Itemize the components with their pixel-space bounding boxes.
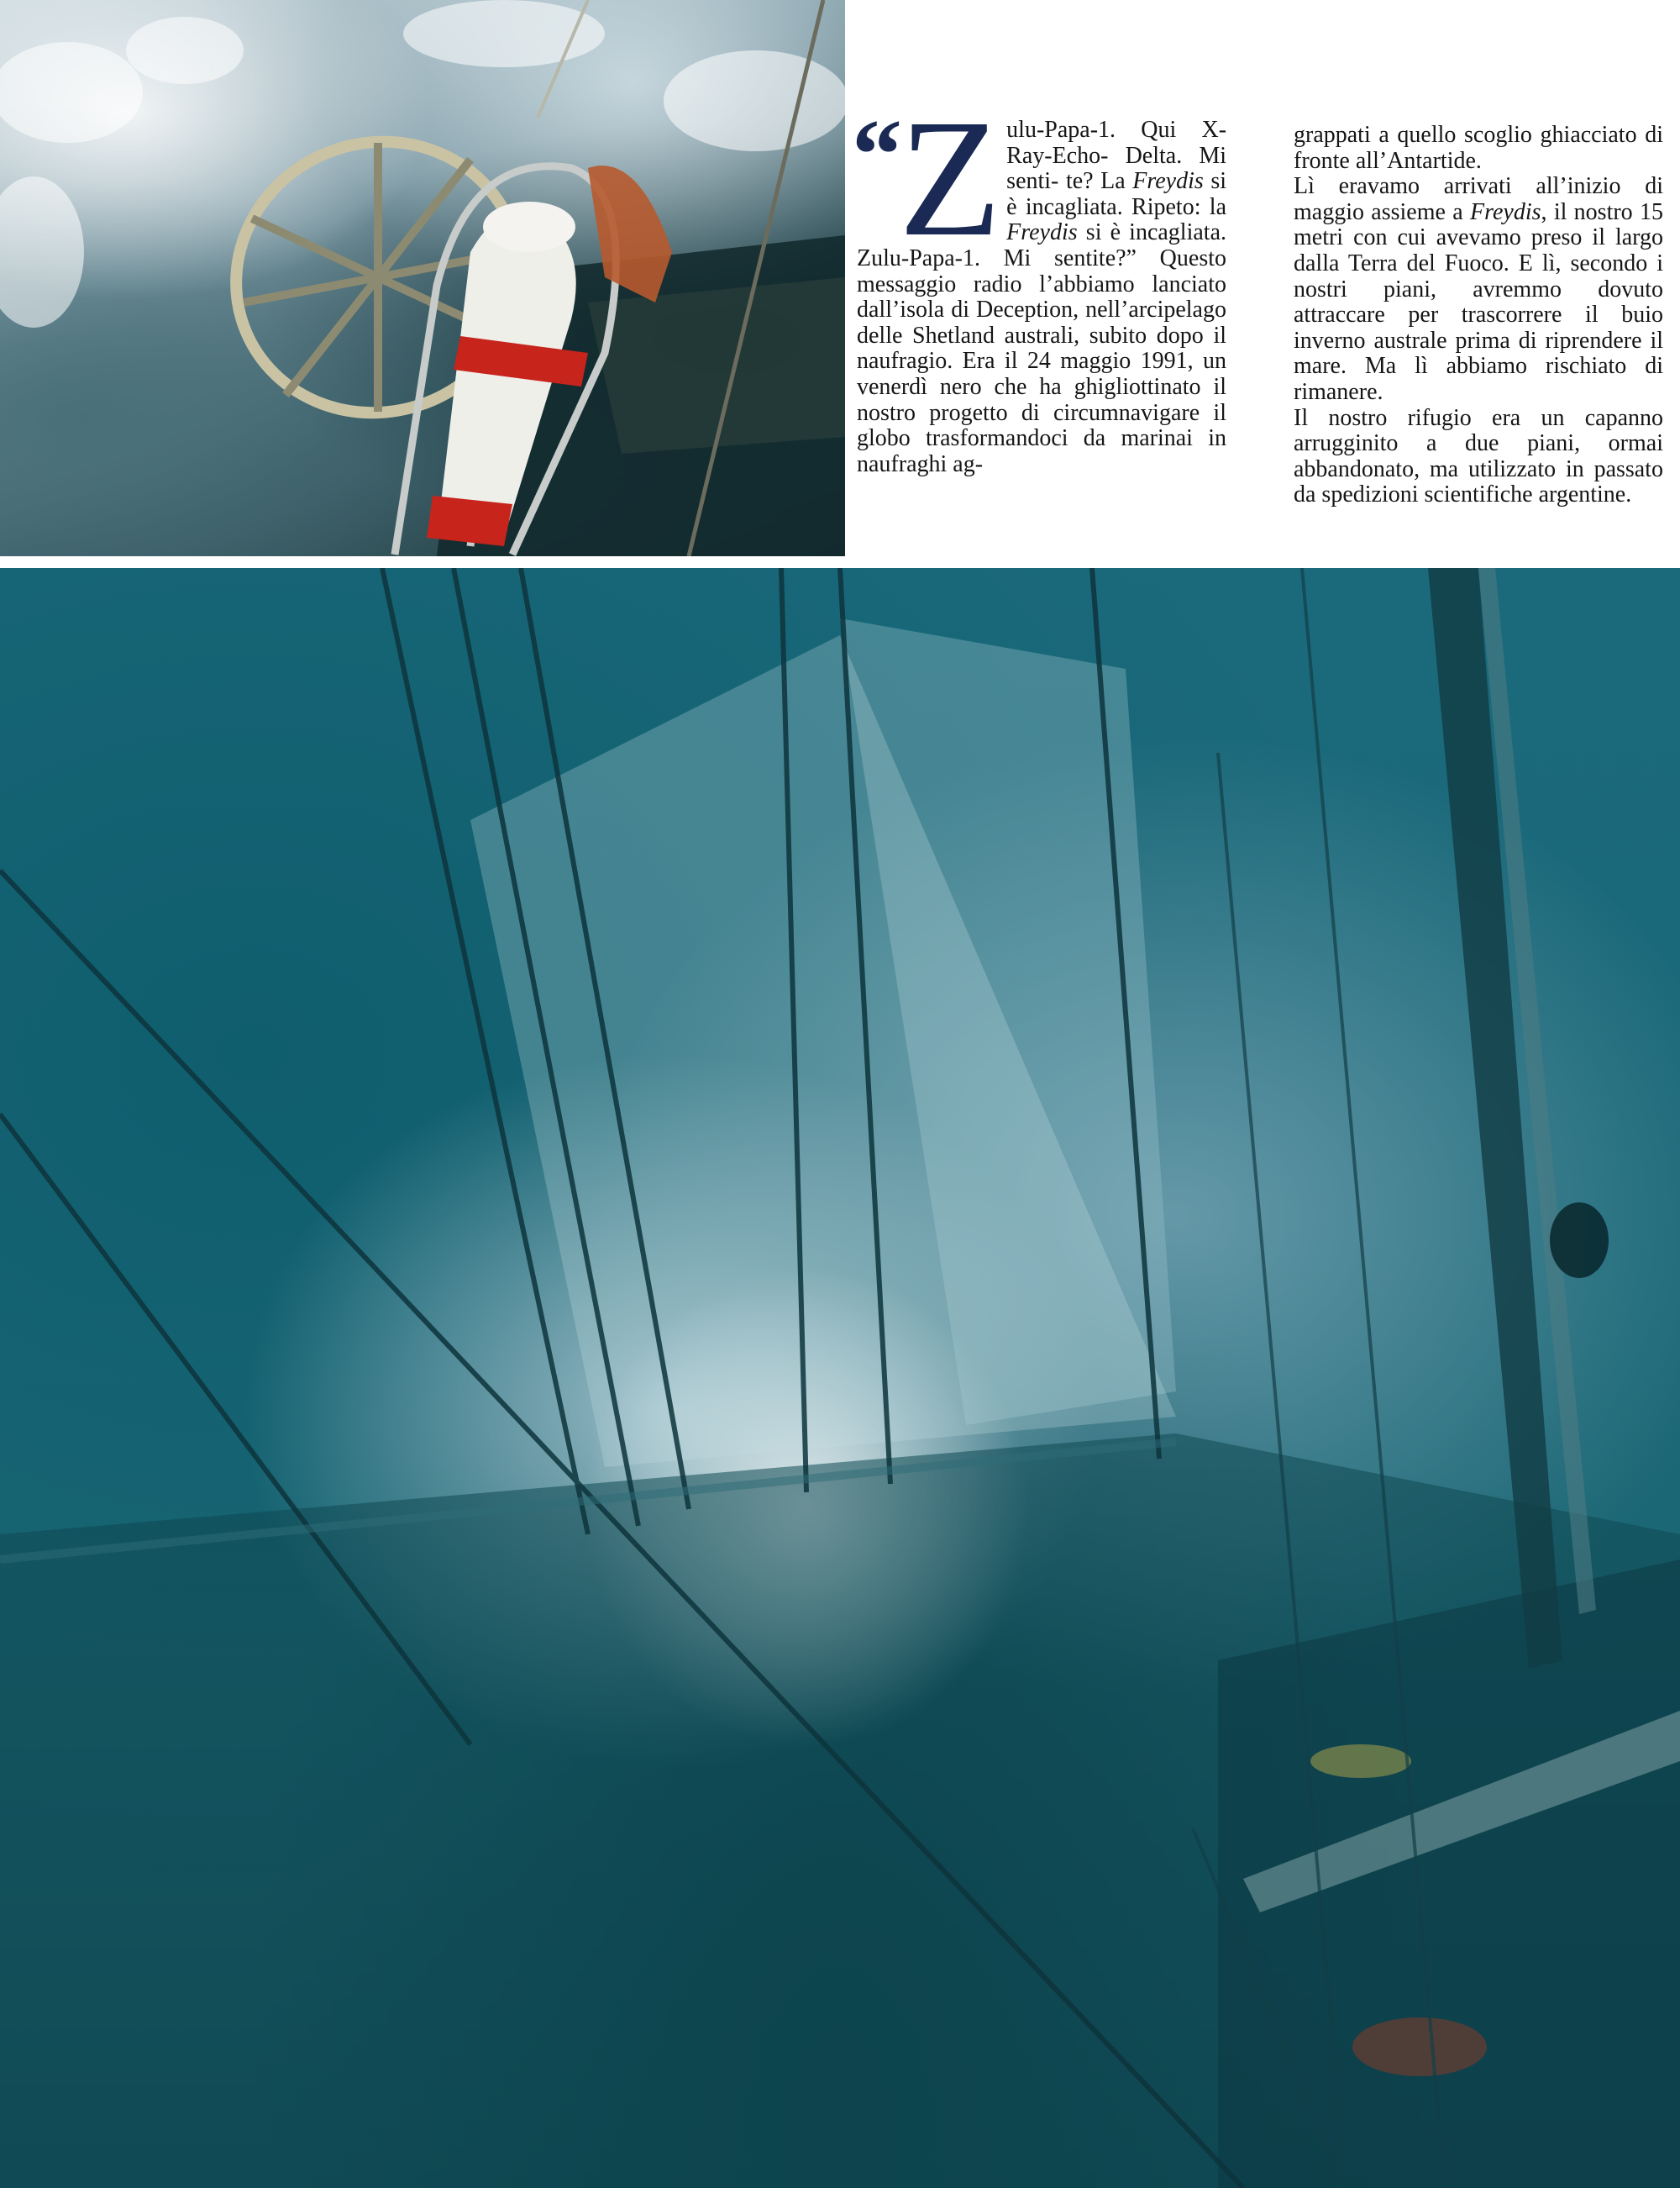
photo-sails-rigging — [0, 568, 1680, 2188]
paragraph-continued: grappati a quello scoglio ghiacciato di fronte all’Antartide. — [1294, 122, 1663, 174]
article-text — [852, 86, 1663, 555]
wheel-lifebuoy-illustration — [0, 0, 845, 556]
drop-cap-quote: “ — [852, 98, 899, 210]
paragraph-opening: ulu-Papa-1. Qui X-Ray-Echo- Delta. Mi senti- te? La Freydis si è incagliata. Ripeto: la Freydis si è incagliata. Zulu-Papa-1. Mi sentite?” Questo messaggio radio l’abbiamo lanciato dall’isola di Deception, nell’arcipelago delle Shetland australi, subito dopo il naufragio. Era il 24 maggio 1991, un venerdì nero che ha ghigliottinato il nostro progetto di circumnavigare il globo trasformandoci da marinai in naufraghi ag- — [857, 117, 1227, 477]
text-column-2 — [1294, 123, 1663, 508]
photo-wheel-lifebuoy — [0, 0, 845, 556]
sails-rigging-illustration — [0, 568, 1680, 2188]
paragraph-arrival: Lì eravamo arrivati all’inizio di maggio assieme a Freydis, il nostro 15 metri con cui avevamo preso il largo dalla Terra del Fuoco. E lì, secondo i nostri piani, avremmo dovuto attraccare per trascorrere il buio inverno australe prima di riprendere il mare. Ma lì abbiamo rischiato di rimanere. — [1294, 173, 1663, 405]
paragraph-shelter: Il nostro rifugio era un capanno arrugginito a due piani, ormai abbandonato, ma utilizzato in passato da spedizioni scientifiche argentine. — [1294, 404, 1663, 508]
drop-cap-letter: Z — [899, 86, 1002, 271]
text-column-1 — [852, 86, 1227, 477]
drop-cap — [852, 86, 1002, 271]
